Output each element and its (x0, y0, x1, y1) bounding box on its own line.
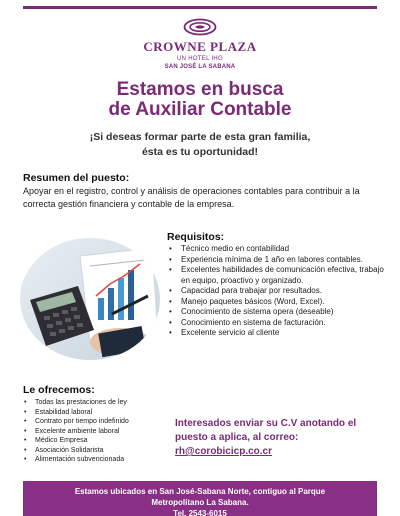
headline-line-2: de Auxiliar Contable (108, 99, 292, 120)
footer-phone: Tel. 2543-6015 (173, 509, 227, 516)
crown-emblem-icon (183, 18, 217, 36)
accounting-illustration (20, 238, 160, 360)
intro-line-2: ésta es tu oportunidad! (141, 146, 259, 158)
requisitos-list (167, 244, 387, 339)
footer-line-2: Metropolitano La Sabana. (151, 498, 249, 507)
list-item: • Técnico medio en contabilidad (167, 244, 387, 255)
footer-line-1: Estamos ubicados en San José-Sabana Norte, contiguo al Parque (74, 487, 326, 496)
apply-line-1: Interesados enviar su C.V anotando el (175, 418, 357, 429)
headline (0, 80, 400, 120)
list-item: • Alimentación subvencionada (23, 455, 173, 465)
list-item: • Médico Empresa (23, 436, 173, 446)
accounting-photo (20, 238, 160, 360)
list-item: • Estabilidad laboral (23, 408, 173, 418)
apply-line-2: puesto a aplica, al correo: (175, 432, 299, 443)
list-item: • Conocimiento en sistema de facturación. (167, 318, 387, 329)
apply-instructions (175, 417, 385, 459)
list-item: • Todas las prestaciones de ley (23, 398, 173, 408)
ofrecemos-list (23, 398, 173, 465)
resumen-text: Apoyar en el registro, control y análisis de operaciones contables para contribuir a la correcta gestión financiera y contable de la empresa. (23, 186, 360, 209)
intro-line-1: ¡Si deseas formar parte de esta gran familia, (89, 131, 311, 143)
list-item: • Manejo paquetes básicos (Word, Excel). (167, 297, 387, 308)
list-item: • Asociación Solidarista (23, 446, 173, 456)
list-item: • Contrato por tiempo indefinido (23, 417, 173, 427)
footer-address-bar (23, 481, 377, 516)
logo-location: SAN JOSÉ LA SABANA (164, 64, 236, 70)
list-item: • Capacidad para trabajar por resultados. (167, 286, 387, 297)
crowne-plaza-logo (0, 18, 400, 70)
requisitos-title: Requisitos: (167, 231, 225, 243)
ofrecemos-title: Le ofrecemos: (23, 384, 95, 396)
list-item: • Conocimiento de sistema opera (deseable) (167, 307, 387, 318)
list-item: • Excelente ambiente laboral (23, 427, 173, 437)
list-item: • Excelente servicio al cliente (167, 328, 387, 339)
intro-text (0, 130, 400, 160)
top-accent-bar (23, 6, 377, 9)
list-item: • Excelentes habilidades de comunicación efectiva, trabajo en equipo, proactivo y organizado. (167, 265, 387, 286)
resumen-title: Resumen del puesto: (23, 172, 130, 184)
apply-email-link[interactable]: rh@corobicicp.co.cr (175, 446, 272, 457)
logo-name: CROWNE PLAZA (143, 39, 257, 54)
headline-line-1: Estamos en busca (116, 79, 284, 100)
list-item: • Experiencia mínima de 1 año en labores contables. (167, 255, 387, 266)
logo-subtitle: UN HOTEL IHG (176, 56, 224, 62)
